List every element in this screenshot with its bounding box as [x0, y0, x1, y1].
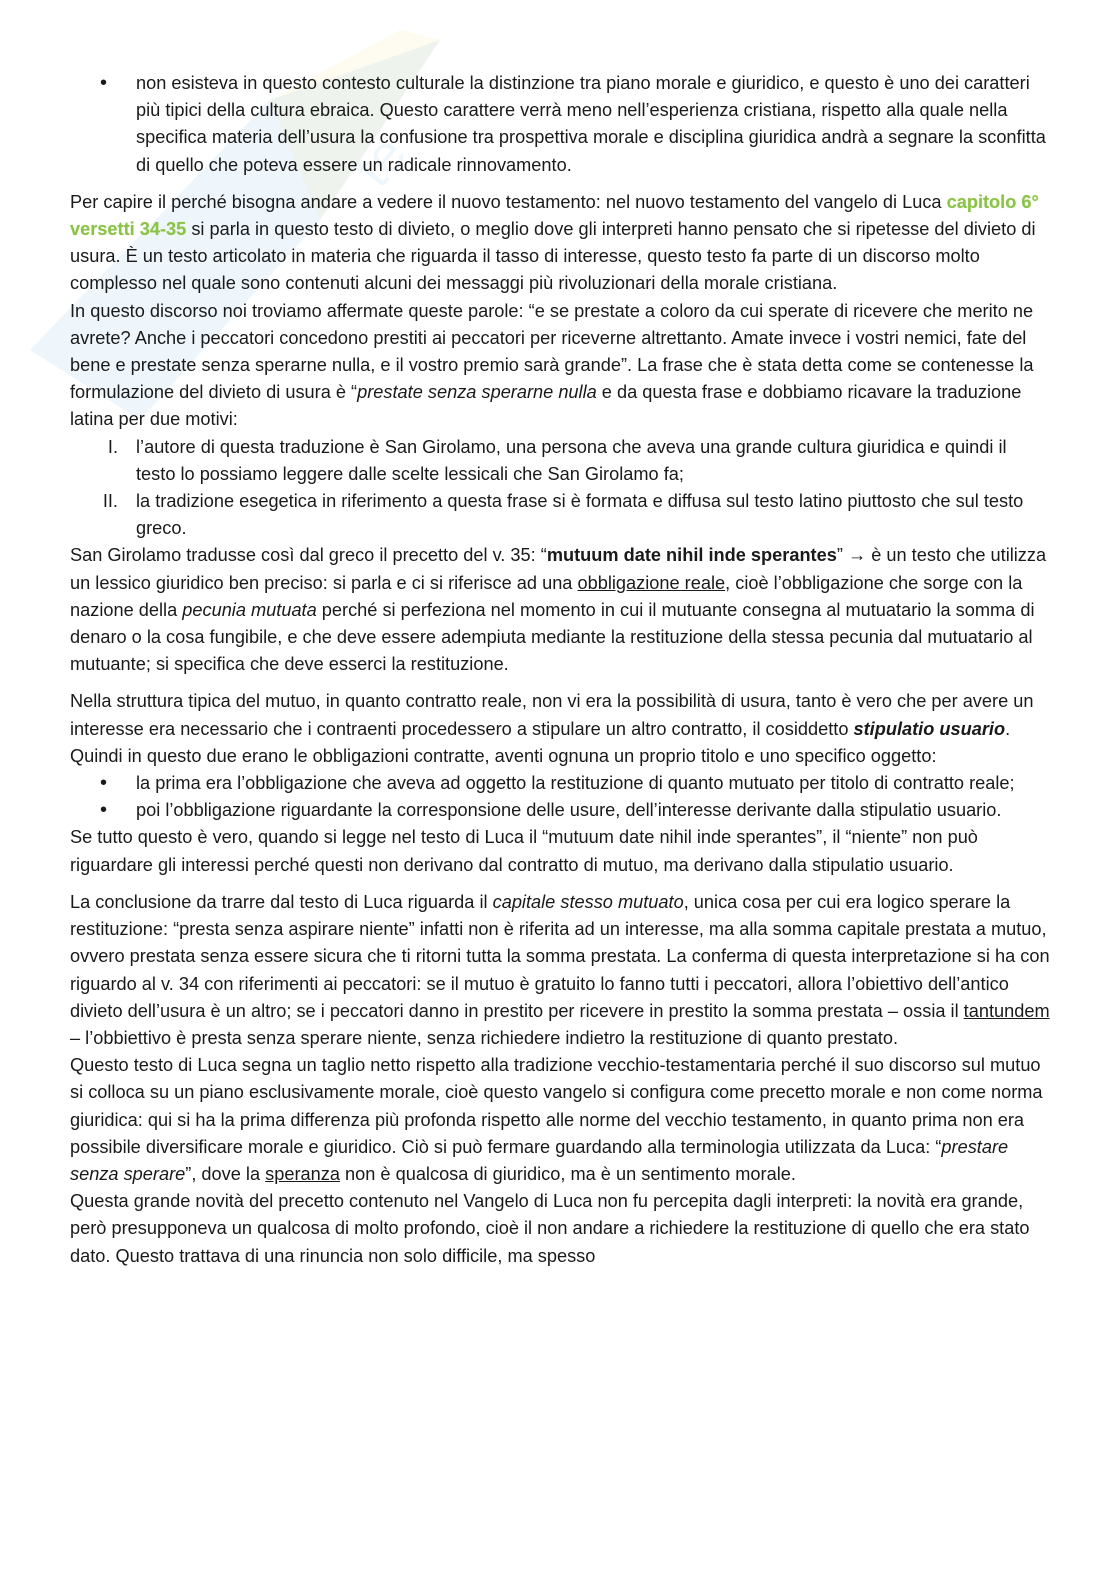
svg-text:te: te — [343, 124, 419, 198]
paragraph-2: In questo discorso noi troviamo affermate queste parole: “e se prestate a coloro da cui sperate di ricevere che merito ne avrete? Anche i peccatori concedono prestiti ai peccatori per riceverne altrettanto. Amate invece i vostri nemici, fate del bene e prestate senza sperarne nulla, e il vostro premio sarà grande”. La frase che è stata detta come se contenesse la formulazione del divieto di usura è “prestate senza sperarne nulla e da questa frase e dobbiamo ricavare la traduzione latina per due motivi: — [70, 300, 1034, 430]
roman-list — [70, 434, 1050, 543]
paragraph-5: Se tutto questo è vero, quando si legge nel testo di Luca il “mutuum date nihil inde sperantes”, il “niente” non può riguardare gli interessi perché questi non derivano dal contratto di mutuo, ma derivano dalla stipulatio usuario. — [70, 827, 978, 875]
highlighted-reference: capitolo 6° versetti 34-35 — [70, 191, 1039, 240]
bullet-list-1 — [70, 70, 1050, 179]
document-page — [70, 70, 1050, 1270]
list-item: • non esisteva in questo contesto culturale la distinzione tra piano morale e giuridico, e questo è uno dei caratteri più tipici della cultura ebraica. Questo carattere verrà meno nell’esperienza cristiana, rispetto alla quale nella specifica materia dell’usura la confusione tra prospettiva morale e disciplina giuridica andrà a segnare la sconfitta di quello che poteva essere un radicale rinnovamento. — [70, 70, 1050, 179]
list-item: • poi l’obbligazione riguardante la corresponsione delle usure, dell’interesse derivante dalla stipulatio usuario. — [70, 797, 1050, 824]
paragraph-8: Questa grande novità del precetto contenuto nel Vangelo di Luca non fu percepita dagli interpreti: la novità era grande, però presupponeva un qualcosa di molto profondo, cioè il non andare a richiedere la restituzione di quello che era stato dato. Questo trattava di una rinuncia non solo difficile, ma spesso — [70, 1191, 1030, 1266]
bullet-list-2 — [70, 770, 1050, 824]
list-item: II. la tradizione esegetica in riferimento a questa frase si è formata e diffusa sul testo latino piuttosto che sul testo greco. — [102, 491, 1024, 539]
paragraph-3: San Girolamo tradusse così dal greco il precetto del v. 35: “mutuum date nihil inde sperantes” → è un testo che utilizza un lessico giuridico ben preciso: si parla e ci si riferisce ad una obbligazione reale, cioè l’obbligazione che sorge con la nazione della pecunia mutuata perché si perfeziona nel momento in cui il mutuante consegna al mutuatario la somma di denaro o la cosa fungibile, e che deve essere adempiuta mediante la restituzione della stessa pecunia dal mutuatario al mutuante; si specifica che deve esserci la restituzione. — [70, 545, 1047, 675]
paragraph-1: Per capire il perché bisogna andare a vedere il nuovo testamento: nel nuovo testamento del vangelo di Luca capitolo 6° versetti 34-35 si parla in questo testo di divieto, o meglio dove gli interpreti hanno pensato che si ripetesse del divieto di usura. È un testo articolato in materia che riguarda il tasso di interesse, questo testo fa parte di un discorso molto complesso nel quale sono contenuti alcuni dei messaggi più rivoluzionari della morale cristiana. — [70, 191, 1039, 294]
list-item: • la prima era l’obbligazione che aveva ad oggetto la restituzione di quanto mutuato per titolo di contratto reale; — [70, 770, 1050, 797]
list-item: I. l’autore di questa traduzione è San Girolamo, una persona che aveva una grande cultura giuridica e quindi il testo lo possiamo leggere dalle scelte lessicali che San Girolamo fa; — [107, 436, 1007, 484]
paragraph-7: Questo testo di Luca segna un taglio netto rispetto alla tradizione vecchio-testamentaria perché il suo discorso sul mutuo si colloca su un piano esclusivamente morale, cioè questo vangelo si configura come precetto morale e non come norma giuridica: qui si ha la prima differenza più profonda rispetto alle norme del vecchio testamento, in quanto prima non era possibile diversificare morale e giuridico. Ciò si può fermare guardando alla terminologia utilizzata da Luca: “prestare senza sperare”, dove la speranza non è qualcosa di giuridico, ma è un sentimento morale. — [70, 1055, 1043, 1184]
paragraph-6: La conclusione da trarre dal testo di Luca riguarda il capitale stesso mutuato, unica cosa per cui era logico sperare la restituzione: “presta senza aspirare niente” infatti non è riferita ad un interesse, ma alla somma capitale prestata a mutuo, ovvero prestata senza essere sicura che ti ritorni tutta la somma prestata. La conferma di questa interpretazione si ha con riguardo al v. 34 con riferimenti ai peccatori: se il mutuo è gratuito lo fanno tutti i peccatori, allora l’obiettivo dell’antico divieto dell’usura è un altro; se i peccatori danno in prestito per ricevere in prestito la somma prestata – ossia il tantundem – l’obbiettivo è presta senza sperare niente, senza richiedere indietro la restituzione di quanto prestato. — [70, 891, 1050, 1048]
paragraph-4: Nella struttura tipica del mutuo, in quanto contratto reale, non vi era la possibilità di usura, tanto è vero che per avere un interesse era necessario che i contraenti procedessero a stipulare un altro contratto, il cosiddetto stipulatio usuario. Quindi in questo due erano le obbligazioni contratte, aventi ognuna un proprio titolo e uno specifico oggetto: — [70, 691, 1034, 766]
